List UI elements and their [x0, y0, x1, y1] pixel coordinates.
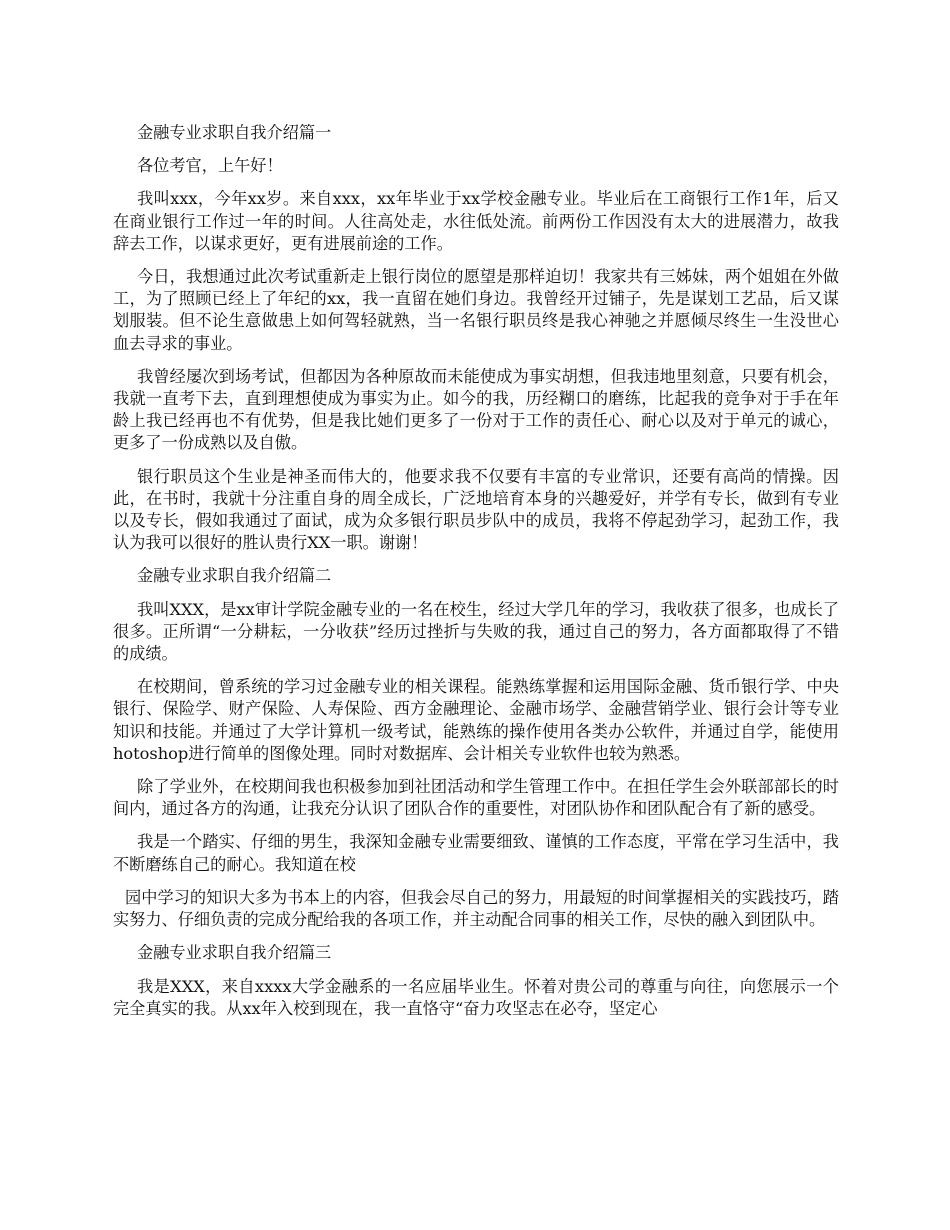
paragraph: 除了学业外，在校期间我也积极参加到社团活动和学生管理工作中。在担任学生会外联部部长的时间内，通过各方的沟通，让我充分认识了团队合作的重要性，对团队协作和团队配合有了新的感受。 — [113, 777, 839, 819]
paragraph: 银行职员这个生业是神圣而伟大的，他要求我不仅要有丰富的专业常识，还要有高尚的情操。因此，在书时，我就十分注重自身的周全成长，广泛地培育本身的兴趣爱好，并学有专长，做到有专业以及专长，假如我通过了面试，成为众多银行职员步队中的成员，我将不停起劲学习，起劲工作，我认为我可以很好的胜认贵行XX一职。谢谢！ — [113, 466, 839, 553]
section-heading-3: 金融专业求职自我介绍篇三 — [137, 943, 332, 963]
paragraph: 我是XXX，来自xxxx大学金融系的一名应届毕业生。怀着对贵公司的尊重与向往，向您展示一个完全真实的我。从xx年入校到现在，我一直恪守“奋力攻坚志在必夺，坚定心 — [113, 976, 839, 1018]
paragraph-continuation: 园中学习的知识大多为书本上的内容，但我会尽自己的努力，用最短的时间掌握相关的实践技巧，踏实努力、仔细负责的完成分配给我的各项工作，并主动配合同事的相关工作，尽快的融入到团队中。 — [113, 887, 839, 930]
paragraph: 我曾经屡次到场考试，但都因为各种原故而未能使成为事实胡想，但我违地里刻意，只要有机会，我就一直考下去，直到理想使成为事实为止。如今的我，历经糊口的磨练，比起我的竞争对于手在年龄上我已经再也不有优势，但是我比她们更多了一份对于工作的责任心、耐心以及对于单元的诚心，更多了一份成熟以及自傲。 — [113, 366, 839, 453]
paragraph: 我叫xxx，今年xx岁。来自xxx，xx年毕业于xx学校金融专业。毕业后在工商银行工作1年，后又在商业银行工作过一年的时间。人往高处走，水往低处流。前两份工作因没有太大的进展潜力，故我辞去工作，以谋求更好，更有进展前途的工作。 — [113, 189, 839, 253]
paragraph: 今日，我想通过此次考试重新走上银行岗位的愿望是那样迫切！我家共有三姊妹，两个姐姐在外做工，为了照顾已经上了年纪的xx，我一直留在她们身边。我曾经开过铺子，先是谋划工艺品，后又谋划服装。但不论生意做患上如何驾轻就熟，当一名银行职员终是我心神驰之并愿倾尽终生一生没世心血去寻求的事业。 — [113, 267, 839, 353]
document-body — [113, 122, 839, 1031]
paragraph: 在校期间，曾系统的学习过金融专业的相关课程。能熟练掌握和运用国际金融、货币银行学、中央银行、保险学、财产保险、人寿保险、西方金融理论、金融市场学、金融营销学业、银行会计等专业知识和技能。并通过了大学计算机一级考试，能熟练的操作使用各类办公软件，并通过自学，能使用hotoshop进行简单的图像处理。同时对数据库、会计相关专业软件也较为熟悉。 — [113, 677, 839, 763]
section-heading-2: 金融专业求职自我介绍篇二 — [137, 566, 332, 586]
section-heading-1: 金融专业求职自我介绍篇一 — [137, 123, 332, 142]
paragraph-greeting: 各位考官，上午好！ — [137, 156, 283, 176]
paragraph: 我是一个踏实、仔细的男生，我深知金融专业需要细致、谨慎的工作态度，平常在学习生活中，我不断磨练自己的耐心。我知道在校 — [113, 832, 839, 874]
paragraph: 我叫XXX，是xx审计学院金融专业的一名在校生，经过大学几年的学习，我收获了很多，也成长了很多。正所谓“一分耕耘，一分收获”经历过挫折与失败的我，通过自己的努力，各方面都取得了不错的成绩。 — [113, 599, 839, 664]
